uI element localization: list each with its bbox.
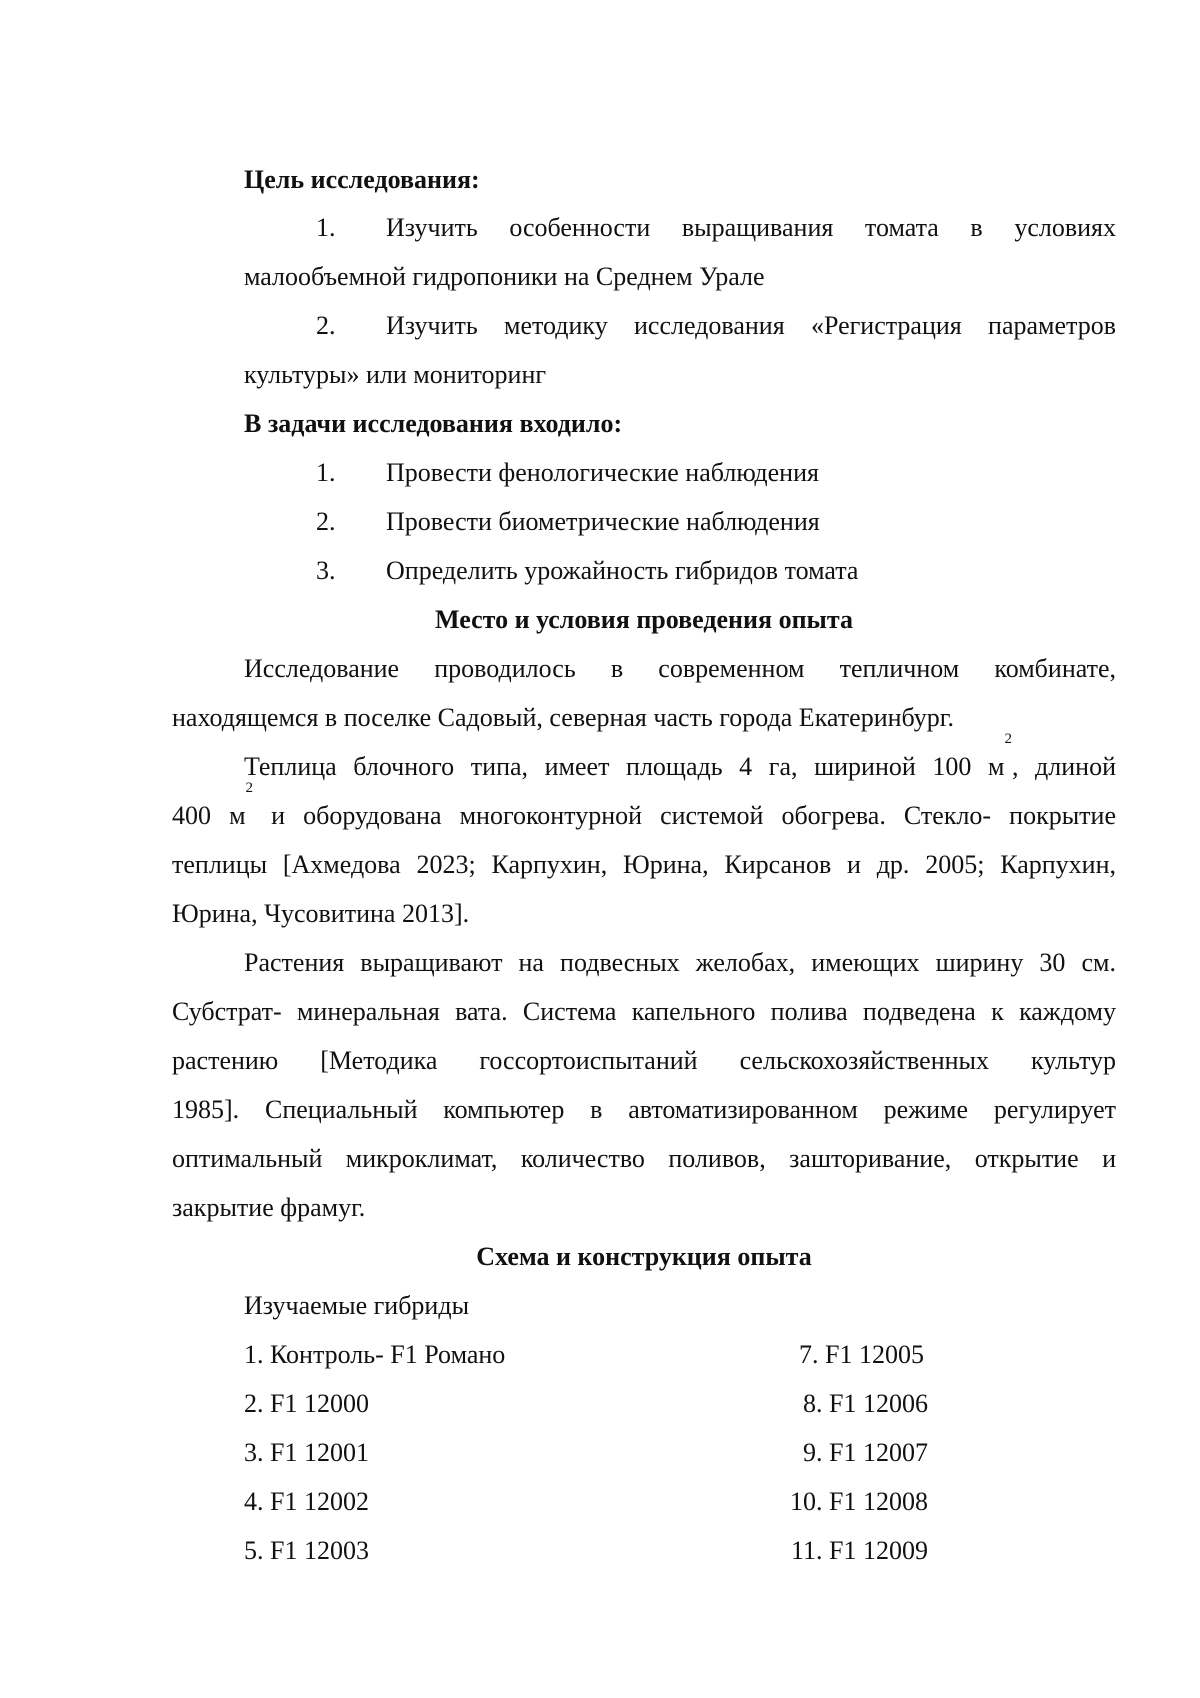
hybrid-list-item: 4. F1 12002: [244, 1487, 369, 1516]
goal-item-text: Изучить особенности выращивания томата в условиях: [386, 213, 1116, 242]
paragraph-line: закрытие фрамуг.: [172, 1193, 366, 1222]
text-fragment: Теплица блочного типа, имеет площадь 4 га, шириной 100 м: [244, 752, 1005, 781]
superscript: 2: [245, 780, 254, 796]
hybrid-list-item: 2. F1 12000: [244, 1389, 369, 1418]
paragraph-line: растению [Методика госсортоиспытаний сельскохозяйственных культур: [172, 1046, 1116, 1075]
paragraph-line-with-superscript: [172, 780, 1116, 836]
text-fragment: 400 м: [172, 801, 246, 830]
goal-item-text-continued: малообъемной гидропоники на Среднем Урале: [244, 262, 765, 291]
paragraph-line: 1985]. Специальный компьютер в автоматизированном режиме регулирует: [172, 1095, 1116, 1124]
task-item-text: Провести фенологические наблюдения: [386, 458, 819, 487]
paragraph-line: Субстрат- минеральная вата. Система капельного полива подведена к каждому: [172, 997, 1116, 1026]
paragraph-line: находящемся в поселке Садовый, северная часть города Екатеринбург.: [172, 703, 954, 732]
hybrid-list-item: 9. F1 12007: [803, 1438, 928, 1467]
goal-item-number: 2.: [316, 311, 336, 340]
scheme-subheading: Изучаемые гибриды: [244, 1291, 470, 1320]
paragraph-line-with-superscript: [244, 731, 1116, 787]
paragraph-line: Исследование проводилось в современном тепличном комбинате,: [244, 654, 1116, 683]
task-item-number: 3.: [316, 556, 336, 585]
paragraph-line: Растения выращивают на подвесных желобах, имеющих ширину 30 см.: [244, 948, 1116, 977]
hybrid-list-item: 3. F1 12001: [244, 1438, 369, 1467]
text-fragment: и оборудована многоконтурной системой обогрева. Стекло- покрытие: [253, 801, 1116, 830]
text-fragment: , длиной: [1011, 752, 1116, 781]
task-item-text: Определить урожайность гибридов томата: [386, 556, 859, 585]
tasks-heading: В задачи исследования входило:: [244, 409, 623, 438]
hybrid-list-item: 5. F1 12003: [244, 1536, 369, 1565]
hybrid-list-item: 8. F1 12006: [803, 1389, 928, 1418]
hybrid-list-item: 1. Контроль- F1 Романо: [244, 1340, 506, 1369]
hybrid-list-item: 7. F1 12005: [799, 1340, 924, 1369]
place-heading: Место и условия проведения опыта: [435, 605, 853, 634]
scheme-heading: Схема и конструкция опыта: [476, 1242, 812, 1271]
goal-item-text: Изучить методику исследования «Регистрация параметров: [386, 311, 1116, 340]
paragraph-line: оптимальный микроклимат, количество поливов, зашторивание, открытие и: [172, 1144, 1116, 1173]
hybrid-list-item: 11. F1 12009: [791, 1536, 928, 1565]
task-item-text: Провести биометрические наблюдения: [386, 507, 820, 536]
goal-heading: Цель исследования:: [244, 165, 480, 194]
goal-item-text-continued: культуры» или мониторинг: [244, 360, 547, 389]
goal-item-number: 1.: [316, 213, 336, 242]
task-item-number: 2.: [316, 507, 336, 536]
hybrid-list-item: 10. F1 12008: [790, 1487, 928, 1516]
superscript: 2: [1004, 731, 1012, 747]
paragraph-line: теплицы [Ахмедова 2023; Карпухин, Юрина, Кирсанов и др. 2005; Карпухин,: [172, 850, 1116, 879]
paragraph-line: Юрина, Чусовитина 2013].: [172, 899, 470, 928]
task-item-number: 1.: [316, 458, 336, 487]
